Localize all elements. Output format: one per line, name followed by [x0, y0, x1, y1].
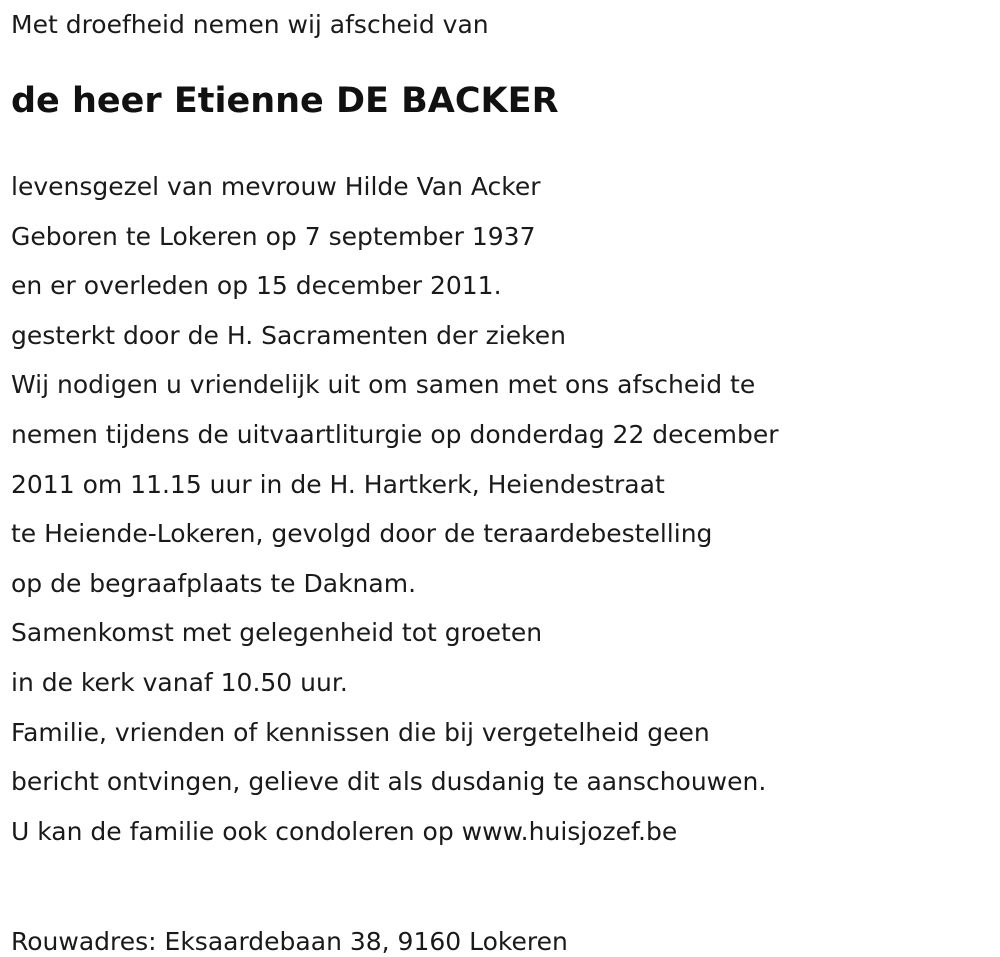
notice-line: op de begraafplaats te Daknam. — [11, 568, 417, 598]
mourning-address: Rouwadres: Eksaardebaan 38, 9160 Lokeren — [11, 927, 568, 956]
notice-line: Geboren te Lokeren op 7 september 1937 — [11, 221, 536, 251]
condolence-line — [11, 807, 986, 857]
notice-line: te Heiende-Lokeren, gevolgd door de teraardebestelling — [11, 519, 713, 549]
notice-line: en er overleden op 15 december 2011. — [11, 271, 502, 301]
notice-line: gesterkt door de H. Sacramenten der zieken — [11, 320, 566, 350]
condolence-website-link[interactable]: www.huisjozef.be — [461, 816, 678, 846]
notice-body — [11, 162, 986, 856]
intro-text: Met droefheid nemen wij afscheid van — [11, 10, 489, 39]
deceased-name: de heer Etienne DE BACKER — [11, 81, 559, 121]
death-notice — [11, 0, 986, 956]
notice-line: Samenkomst met gelegenheid tot groeten — [11, 618, 543, 648]
notice-line: bericht ontvingen, gelieve dit als dusdanig te aanschouwen. — [11, 767, 767, 797]
notice-line: in de kerk vanaf 10.50 uur. — [11, 667, 348, 697]
notice-line: Familie, vrienden of kennissen die bij vergetelheid geen — [11, 717, 710, 747]
notice-line: levensgezel van mevrouw Hilde Van Acker — [11, 172, 541, 201]
notice-line: Wij nodigen u vriendelijk uit om samen met ons afscheid te — [11, 370, 756, 400]
notice-line: 2011 om 11.15 uur in de H. Hartkerk, Heiendestraat — [11, 469, 665, 499]
notice-line: nemen tijdens de uitvaartliturgie op donderdag 22 december — [11, 419, 779, 449]
condolence-text: U kan de familie ook condoleren op — [11, 816, 462, 846]
